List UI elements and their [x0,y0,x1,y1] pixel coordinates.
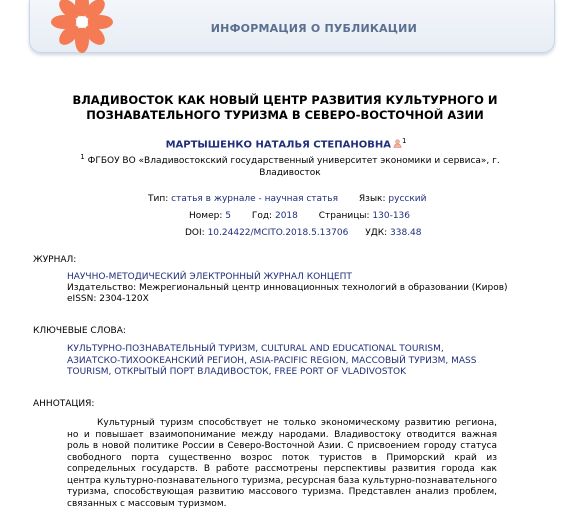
journal-block [67,272,508,305]
journal-publisher: Издательство: Межрегиональный центр инновационных технологий в образовании (Киров) [67,283,508,293]
year-value: 2018 [274,211,298,221]
author-name[interactable]: МАРТЫШЕНКО НАТАЛЬЯ СТЕПАНОВНА [165,139,391,151]
number-label: Номер: [189,211,223,221]
author-line [0,137,572,150]
banner-title: ИНФОРМАЦИЯ О ПУБЛИКАЦИИ [210,22,417,35]
journal-section-label: ЖУРНАЛ: [33,255,77,265]
type-value: статья в журнале - научная статья [171,194,339,204]
language-label: Язык: [358,194,386,204]
udk-value: 338.48 [390,228,422,238]
year-label: Год: [251,211,273,221]
keywords-list[interactable]: КУЛЬТУРНО-ПОЗНАВАТЕЛЬНЫЙ ТУРИЗМ, CULTURAL AND EDUCATIONAL TOURISM, АЗИАТСКО-ТИХООКЕАНСКИЙ РЕГИОН, ASIA-PACIFIC REGION, МАССОВЫЙ ТУРИЗМ, MASS TOURISM, ОТКРЫТЫЙ ПОРТ ВЛАДИВОСТОК, FREE PORT OF VLADIVOSTOK [67,344,477,377]
udk-label: УДК: [365,228,388,238]
number-value: 5 [225,211,231,221]
abstract-section-label: АННОТАЦИЯ: [33,399,95,409]
journal-name-link[interactable]: НАУЧНО-МЕТОДИЧЕСКИЙ ЭЛЕКТРОННЫЙ ЖУРНАЛ КОНЦЕПТ [67,272,352,282]
abstract-text: Культурный туризм способствует не только экономическому развитию региона, но и повышает взаимопонимание между народами. Владивостоку отводится важная роль в новой политике России в Северо-Восточной Азии. С присвоением городу статуса свободного порта существенно возрос поток туристов в Приморский край из сопредельных государств. В работе рассмотрены перспективы развития города как центра культурно-познавательного туризма, ресурсная база культурно-познавательного туризма, способствующая развитию массового туризма. Представлен анализ проблем, связанных с массовым туризмом. [67,418,497,509]
meta-issue-row [189,211,410,221]
affiliation-superscript: 1 [80,153,85,161]
keywords-section-label: КЛЮЧЕВЫЕ СЛОВА: [33,326,126,336]
journal-eissn: eISSN: 2304-120X [67,294,149,304]
language-value: русский [388,194,427,204]
person-icon[interactable] [393,139,402,148]
meta-doi-row [185,228,422,238]
type-label: Тип: [148,194,169,204]
affiliation-text: ФГБОУ ВО «Владивостокский государственный университет экономики и сервиса», г. Владивосток [87,156,500,178]
doi-label: DOI: [185,228,205,238]
author-superscript: 1 [401,137,407,145]
affiliation [80,151,500,179]
pages-label: Страницы: [318,211,370,221]
doi-link[interactable]: 10.24422/MCITO.2018.5.13706 [207,228,349,238]
publication-info-banner [29,0,555,53]
meta-type-row [148,194,426,204]
article-title: ВЛАДИВОСТОК КАК НОВЫЙ ЦЕНТР РАЗВИТИЯ КУЛЬТУРНОГО И ПОЗНАВАТЕЛЬНОГО ТУРИЗМА В СЕВЕРО-ВОСТОЧНОЙ АЗИИ [72,93,498,122]
pages-value: 130-136 [372,211,410,221]
